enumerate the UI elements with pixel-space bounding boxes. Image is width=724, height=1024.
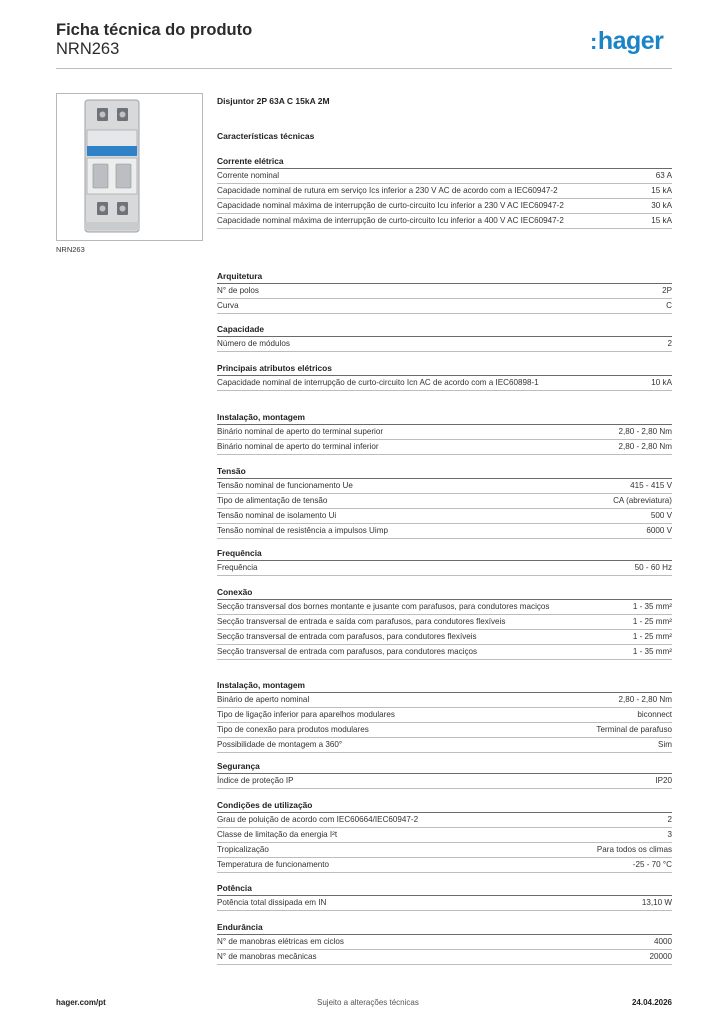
spec-label: Secção transversal dos bornes montante e jusante com parafusos, para condutores maciços: [217, 602, 550, 611]
spec-value: C: [666, 301, 672, 310]
section-title: Frequência: [217, 547, 672, 561]
spec-row: [217, 425, 672, 440]
spec-label: Secção transversal de entrada com parafusos, para condutores flexíveis: [217, 632, 477, 641]
spec-label: Binário nominal de aperto do terminal superior: [217, 427, 384, 436]
spec-value: 2P: [662, 286, 672, 295]
spec-value: -25 - 70 °C: [632, 860, 672, 869]
spec-row: [217, 169, 672, 184]
spec-value: 2,80 - 2,80 Nm: [618, 442, 672, 451]
spec-row: [217, 774, 672, 789]
hager-logo: :hager: [590, 27, 664, 55]
spec-row: [217, 509, 672, 524]
spec-value: 1 - 35 mm²: [632, 647, 672, 656]
spec-label: Tipo de alimentação de tensão: [217, 496, 328, 505]
spec-value: 3: [667, 830, 672, 839]
section-title: Instalação, montagem: [217, 679, 672, 693]
spec-section-endurance: [217, 921, 672, 965]
spec-label: Capacidade nominal de interrupção de curto-circuito Icn AC de acordo com a IEC60898-1: [217, 378, 539, 387]
spec-section-installation: [217, 411, 672, 455]
spec-value: 4000: [653, 937, 672, 946]
circuit-breaker-illustration: [57, 94, 202, 240]
spec-row: [217, 858, 672, 873]
spec-row: [217, 214, 672, 229]
spec-row: [217, 479, 672, 494]
spec-row: [217, 896, 672, 911]
spec-label: N° de manobras elétricas em ciclos: [217, 937, 344, 946]
spec-label: Potência total dissipada em IN: [217, 898, 327, 907]
spec-row: [217, 630, 672, 645]
spec-label: Grau de poluição de acordo com IEC60664/IEC60947-2: [217, 815, 419, 824]
spec-label: Índice de proteção IP: [217, 776, 294, 785]
spec-label: Binário nominal de aperto do terminal inferior: [217, 442, 379, 451]
section-title: Instalação, montagem: [217, 411, 672, 425]
spec-row: [217, 561, 672, 576]
spec-value: 415 - 415 V: [630, 481, 672, 490]
spec-value: 20000: [649, 952, 672, 961]
spec-row: [217, 828, 672, 843]
section-title: Condições de utilização: [217, 799, 672, 813]
characteristics-title: Características técnicas: [217, 131, 315, 141]
spec-row: [217, 813, 672, 828]
spec-section-installation-2: [217, 679, 672, 753]
spec-row: [217, 337, 672, 352]
spec-value: 10 kA: [651, 378, 672, 387]
spec-section-connection: [217, 586, 672, 660]
spec-section-usage-conditions: [217, 799, 672, 873]
spec-label: Curva: [217, 301, 239, 310]
spec-section-voltage: [217, 465, 672, 539]
doc-title: Ficha técnica do produto: [56, 21, 253, 39]
footer-date: 24.04.2026: [631, 998, 672, 1007]
product-name: Disjuntor 2P 63A C 15kA 2M: [217, 96, 330, 106]
section-title: Tensão: [217, 465, 672, 479]
spec-value: 6000 V: [646, 526, 672, 535]
spec-label: Capacidade nominal de rutura em serviço Ics inferior a 230 V AC de acordo com a IEC60947-2: [217, 186, 558, 195]
spec-section-architecture: [217, 270, 672, 314]
spec-section-main-electrical: [217, 362, 672, 391]
spec-value: CA (abreviatura): [613, 496, 672, 505]
footer-notice: Sujeito a alterações técnicas: [317, 998, 419, 1007]
spec-row: [217, 693, 672, 708]
spec-value: 500 V: [650, 511, 672, 520]
spec-label: Tipo de conexão para produtos modulares: [217, 725, 369, 734]
spec-label: Número de módulos: [217, 339, 290, 348]
section-title: Conexão: [217, 586, 672, 600]
spec-value: 2,80 - 2,80 Nm: [618, 427, 672, 436]
spec-label: Corrente nominal: [217, 171, 280, 180]
spec-label: Capacidade nominal máxima de interrupção de curto-circuito Icu inferior a 230 V AC IEC60947-2: [217, 201, 564, 210]
spec-row: [217, 184, 672, 199]
spec-label: N° de manobras mecânicas: [217, 952, 317, 961]
spec-row: [217, 299, 672, 314]
section-title: Capacidade: [217, 323, 672, 337]
spec-row: [217, 199, 672, 214]
spec-label: Frequência: [217, 563, 258, 572]
spec-label: Tensão nominal de isolamento Ui: [217, 511, 337, 520]
spec-label: Temperatura de funcionamento: [217, 860, 330, 869]
spec-label: N° de polos: [217, 286, 259, 295]
spec-section-frequency: [217, 547, 672, 576]
spec-label: Possibilidade de montagem a 360°: [217, 740, 343, 749]
spec-row: [217, 494, 672, 509]
header-divider: [56, 68, 672, 69]
spec-row: [217, 600, 672, 615]
section-title: Corrente elétrica: [217, 155, 672, 169]
spec-label: Classe de limitação da energia I²t: [217, 830, 338, 839]
spec-value: 1 - 35 mm²: [632, 602, 672, 611]
product-image: [56, 93, 203, 241]
spec-label: Tensão nominal de resistência a impulsos Uimp: [217, 526, 388, 535]
spec-value: 1 - 25 mm²: [632, 617, 672, 626]
spec-value: Para todos os climas: [596, 845, 672, 854]
spec-row: [217, 738, 672, 753]
spec-value: IP20: [655, 776, 672, 785]
spec-row: [217, 284, 672, 299]
spec-label: Secção transversal de entrada e saída com parafusos, para condutores flexíveis: [217, 617, 506, 626]
doc-subtitle: NRN263: [56, 40, 120, 58]
spec-value: 63 A: [655, 171, 672, 180]
spec-row: [217, 376, 672, 391]
spec-value: Terminal de parafuso: [596, 725, 672, 734]
spec-label: Tropicalização: [217, 845, 269, 854]
section-title: Principais atributos elétricos: [217, 362, 672, 376]
spec-row: [217, 723, 672, 738]
spec-section-power: [217, 882, 672, 911]
spec-label: Binário de aperto nominal: [217, 695, 310, 704]
spec-row: [217, 440, 672, 455]
spec-value: 15 kA: [651, 216, 672, 225]
spec-value: Sim: [658, 740, 672, 749]
spec-row: [217, 524, 672, 539]
spec-value: 13,10 W: [641, 898, 672, 907]
spec-label: Capacidade nominal máxima de interrupção de curto-circuito Icu inferior a 400 V AC IEC60947-2: [217, 216, 564, 225]
spec-value: 30 kA: [651, 201, 672, 210]
spec-value: 1 - 25 mm²: [632, 632, 672, 641]
footer-website-link[interactable]: hager.com/pt: [56, 998, 106, 1007]
spec-section-capacity: [217, 323, 672, 352]
spec-label: Secção transversal de entrada com parafusos, para condutores maciços: [217, 647, 478, 656]
spec-value: biconnect: [637, 710, 672, 719]
spec-row: [217, 950, 672, 965]
spec-value: 2: [667, 339, 672, 348]
spec-label: Tensão nominal de funcionamento Ue: [217, 481, 353, 490]
spec-section-electric-current: [217, 155, 672, 229]
section-title: Segurança: [217, 760, 672, 774]
spec-value: 15 kA: [651, 186, 672, 195]
spec-value: 2,80 - 2,80 Nm: [618, 695, 672, 704]
spec-value: 2: [667, 815, 672, 824]
spec-row: [217, 615, 672, 630]
logo-text: hager: [597, 27, 664, 55]
spec-row: [217, 935, 672, 950]
spec-label: Tipo de ligação inferior para aparelhos modulares: [217, 710, 395, 719]
section-title: Potência: [217, 882, 672, 896]
spec-row: [217, 708, 672, 723]
product-image-caption: NRN263: [56, 245, 85, 254]
spec-row: [217, 843, 672, 858]
section-title: Endurância: [217, 921, 672, 935]
spec-value: 50 - 60 Hz: [634, 563, 672, 572]
section-title: Arquitetura: [217, 270, 672, 284]
spec-row: [217, 645, 672, 660]
spec-section-safety: [217, 760, 672, 789]
